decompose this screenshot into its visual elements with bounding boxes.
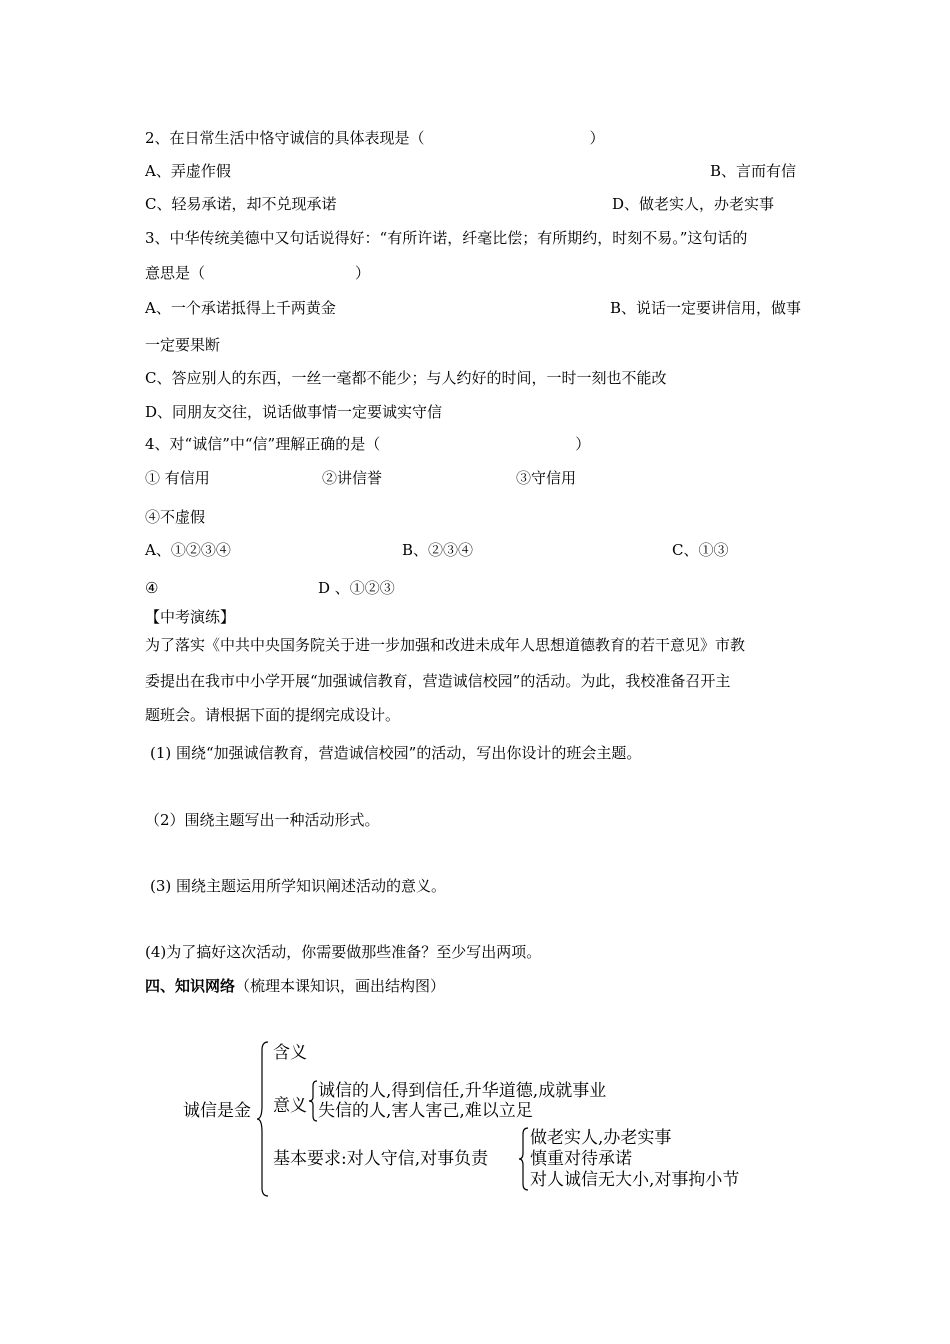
q3-option-a: A、一个承诺抵得上千两黄金 (145, 299, 336, 317)
q3-option-b-cont: 一定要果断 (145, 336, 221, 354)
q2-option-c: C、轻易承诺，却不兑现承诺 (145, 195, 337, 213)
network-root: 诚信是金 (183, 1101, 251, 1121)
network-branch-requirement: 基本要求:对人守信,对事负责 (273, 1149, 489, 1169)
q3-option-c: C、答应别人的东西，一丝一毫都不能少；与人约好的时间，一时一刻也不能改 (145, 369, 667, 387)
network-section-heading (145, 976, 445, 996)
q4-item-3: ③守信用 (516, 469, 577, 487)
q2-option-a: A、弄虚作假 (145, 162, 231, 180)
q4-option-b: B、②③④ (402, 541, 474, 559)
network-section-note: （梳理本课知识，画出结构图） (235, 977, 446, 995)
exam-task-4: (4)为了搞好这次活动，你需要做那些准备？至少写出两项。 (145, 943, 542, 961)
network-requirement-item-3: 对人诚信无大小,对事拘小节 (530, 1170, 740, 1190)
q3-option-d: D、同朋友交往，说话做事情一定要诚实守信 (145, 403, 443, 421)
network-significance-item-1: 诚信的人,得到信任,升华道德,成就事业 (318, 1081, 607, 1101)
q4-item-2: ②讲信誉 (322, 469, 383, 487)
q4-option-a: A、①②③④ (145, 541, 231, 559)
exam-intro-line1: 为了落实《中共中央国务院关于进一步加强和改进未成年人思想道德教育的若干意见》市教 (145, 636, 746, 654)
q4-option-c-cont: ④ (145, 579, 159, 597)
network-section-title: 四、知识网络 (145, 977, 236, 995)
network-branch-significance: 意义 (273, 1096, 307, 1116)
exam-heading: 【中考演练】 (145, 608, 236, 626)
network-requirement-item-1: 做老实人,办老实事 (530, 1128, 672, 1148)
q2-stem: 2、在日常生活中恪守诚信的具体表现是（ ） (145, 129, 605, 147)
network-root-brace (256, 1040, 272, 1198)
exam-task-2: （2）围绕主题写出一种活动形式。 (145, 811, 380, 829)
network-significance-item-2: 失信的人,害人害己,难以立足 (318, 1101, 533, 1121)
exam-intro-line3: 题班会。请根据下面的提纲完成设计。 (145, 706, 401, 724)
network-requirement-brace (517, 1126, 531, 1192)
network-branch-definition: 含义 (273, 1043, 307, 1063)
exam-intro-line2: 委提出在我市中小学开展“加强诚信教育，营造诚信校园”的活动。为此，我校准备召开主 (145, 672, 731, 690)
q4-stem: 4、对“诚信”中“信”理解正确的是（ ） (145, 435, 591, 453)
q2-option-b: B、言而有信 (710, 162, 797, 180)
q4-item-1: ① 有信用 (145, 469, 210, 487)
q4-option-c: C、①③ (672, 541, 729, 559)
q4-item-4: ④不虚假 (145, 508, 206, 526)
q3-stem-line2: 意思是（ ） (145, 264, 371, 282)
q3-stem-line1: 3、中华传统美德中又句话说得好：“有所许诺，纤毫比偿；有所期约，时刻不易。”这句话的 (145, 229, 748, 247)
exam-task-1: (1) 围绕“加强诚信教育，营造诚信校园”的活动，写出你设计的班会主题。 (150, 744, 642, 762)
q2-option-d: D、做老实人，办老实事 (612, 195, 775, 213)
q3-option-b: B、说话一定要讲信用，做事 (610, 299, 802, 317)
q4-option-d: D 、①②③ (318, 579, 395, 597)
exam-task-3: (3) 围绕主题运用所学知识阐述活动的意义。 (150, 877, 447, 895)
network-requirement-item-2: 慎重对待承诺 (530, 1149, 632, 1169)
